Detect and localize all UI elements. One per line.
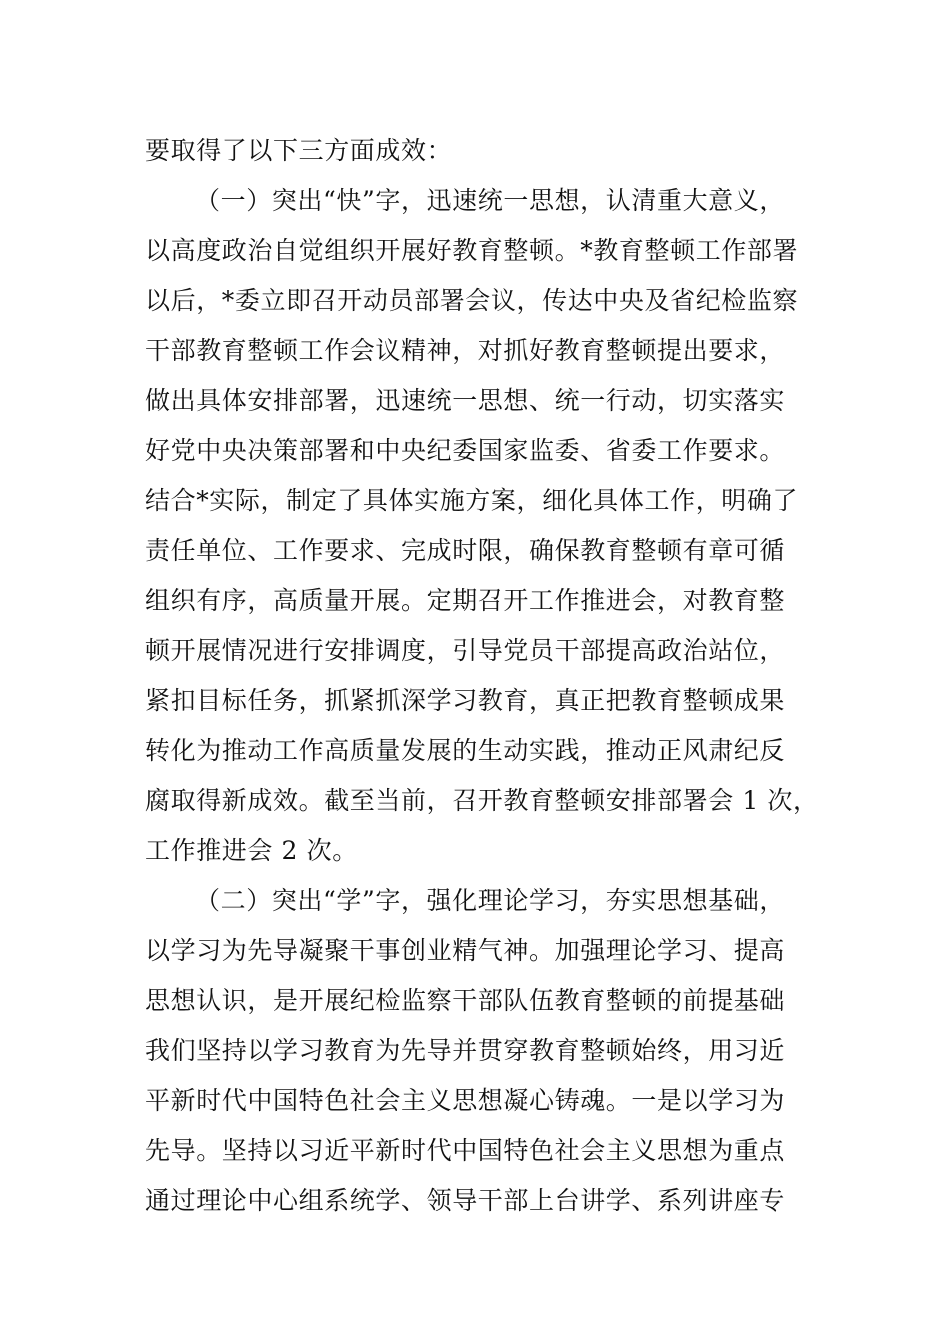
text-line: 腐取得新成效。截至当前，召开教育整顿安排部署会 1 次， — [145, 786, 819, 815]
text-line: 以高度政治自觉组织开展好教育整顿。*教育整顿工作部署 — [145, 236, 799, 265]
text-line: 工作推进会 2 次。 — [145, 836, 358, 865]
text-line: 顿开展情况进行安排调度，引导党员干部提高政治站位， — [145, 636, 786, 665]
text-line: 转化为推动工作高质量发展的生动实践，推动正风肃纪反 — [145, 736, 786, 765]
text-line: （一）突出“快”字，迅速统一思想，认清重大意义， — [195, 186, 785, 215]
text-line: 好党中央决策部署和中央纪委国家监委、省委工作要求。 — [145, 436, 786, 465]
text-line: （二）突出“学”字，强化理论学习，夯实思想基础， — [195, 886, 785, 915]
text-line: 要取得了以下三方面成效： — [145, 136, 453, 165]
text-line: 通过理论中心组系统学、领导干部上台讲学、系列讲座专 — [145, 1186, 786, 1215]
text-line: 平新时代中国特色社会主义思想凝心铸魂。一是以学习为 — [145, 1086, 786, 1115]
text-line: 责任单位、工作要求、完成时限，确保教育整顿有章可循 — [145, 536, 786, 565]
text-line: 紧扣目标任务，抓紧抓深学习教育，真正把教育整顿成果 — [145, 686, 786, 715]
text-line: 先导。坚持以习近平新时代中国特色社会主义思想为重点 — [145, 1136, 786, 1165]
text-line: 我们坚持以学习教育为先导并贯穿教育整顿始终，用习近 — [145, 1036, 786, 1065]
text-line: 以学习为先导凝聚干事创业精气神。加强理论学习、提高 — [145, 936, 786, 965]
text-line: 以后，*委立即召开动员部署会议，传达中央及省纪检监察 — [145, 286, 799, 315]
text-line: 结合*实际，制定了具体实施方案，细化具体工作，明确了 — [145, 486, 799, 515]
text-line: 干部教育整顿工作会议精神，对抓好教育整顿提出要求， — [145, 336, 786, 365]
text-line: 组织有序，高质量开展。定期召开工作推进会，对教育整 — [145, 586, 786, 615]
text-line: 思想认识，是开展纪检监察干部队伍教育整顿的前提基础 — [145, 986, 786, 1015]
text-line: 做出具体安排部署，迅速统一思想、统一行动，切实落实 — [145, 386, 786, 415]
